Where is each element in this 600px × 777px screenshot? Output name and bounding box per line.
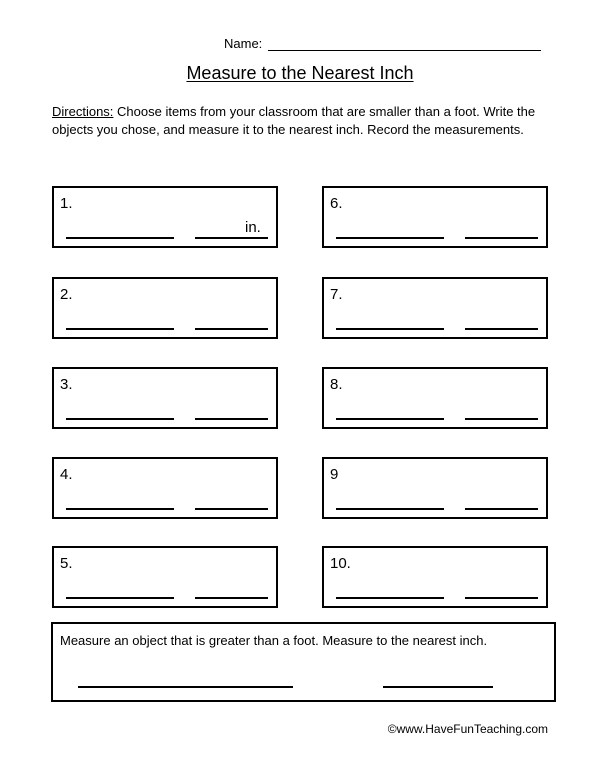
bonus-box [51,622,556,702]
measurement-blank[interactable] [195,237,268,239]
answer-box-7 [322,277,548,339]
object-blank[interactable] [78,686,293,688]
answer-box-8 [322,367,548,429]
box-number: 3. [60,376,73,393]
measurement-blank[interactable] [465,328,538,330]
name-label: Name: [224,36,263,51]
bonus-prompt: Measure an object that is greater than a foot. Measure to the nearest inch. [60,633,488,648]
measurement-blank[interactable] [195,418,268,420]
box-number: 8. [330,376,343,393]
worksheet-title: Measure to the Nearest Inch [186,63,414,83]
copyright-footer: ©www.HaveFunTeaching.com [387,722,548,736]
answer-box-1 [52,186,278,248]
box-number: 6. [330,195,343,212]
object-blank[interactable] [66,237,174,239]
object-blank[interactable] [66,328,174,330]
directions-label: Directions: [52,104,114,119]
measurement-blank[interactable] [195,508,268,510]
directions [52,103,572,139]
directions-text: Choose items from your classroom that are smaller than a foot. Write the objects you chose, and measure it to the nearest inch. Record the measurements. [52,104,536,137]
box-number: 5. [60,555,73,572]
object-blank[interactable] [336,328,444,330]
object-blank[interactable] [336,418,444,420]
measurement-blank[interactable] [465,597,538,599]
box-number: 2. [60,286,73,303]
answer-box-4 [52,457,278,519]
object-blank[interactable] [336,597,444,599]
name-field-row [224,36,541,51]
box-number: 9 [330,466,339,483]
measurement-blank[interactable] [465,508,538,510]
answer-box-6 [322,186,548,248]
measurement-blank[interactable] [195,328,268,330]
object-blank[interactable] [66,418,174,420]
unit-label: in. [245,219,261,236]
measurement-blank[interactable] [465,237,538,239]
box-number: 4. [60,466,73,483]
answer-box-5 [52,546,278,608]
measurement-blank[interactable] [465,418,538,420]
measurement-blank[interactable] [383,686,493,688]
answer-box-3 [52,367,278,429]
object-blank[interactable] [336,237,444,239]
object-blank[interactable] [336,508,444,510]
box-number: 1. [60,195,73,212]
name-blank-line[interactable] [268,38,541,51]
box-number: 10. [330,555,351,572]
answer-box-2 [52,277,278,339]
answer-box-10 [322,546,548,608]
box-number: 7. [330,286,343,303]
measurement-blank[interactable] [195,597,268,599]
object-blank[interactable] [66,508,174,510]
object-blank[interactable] [66,597,174,599]
answer-box-9 [322,457,548,519]
